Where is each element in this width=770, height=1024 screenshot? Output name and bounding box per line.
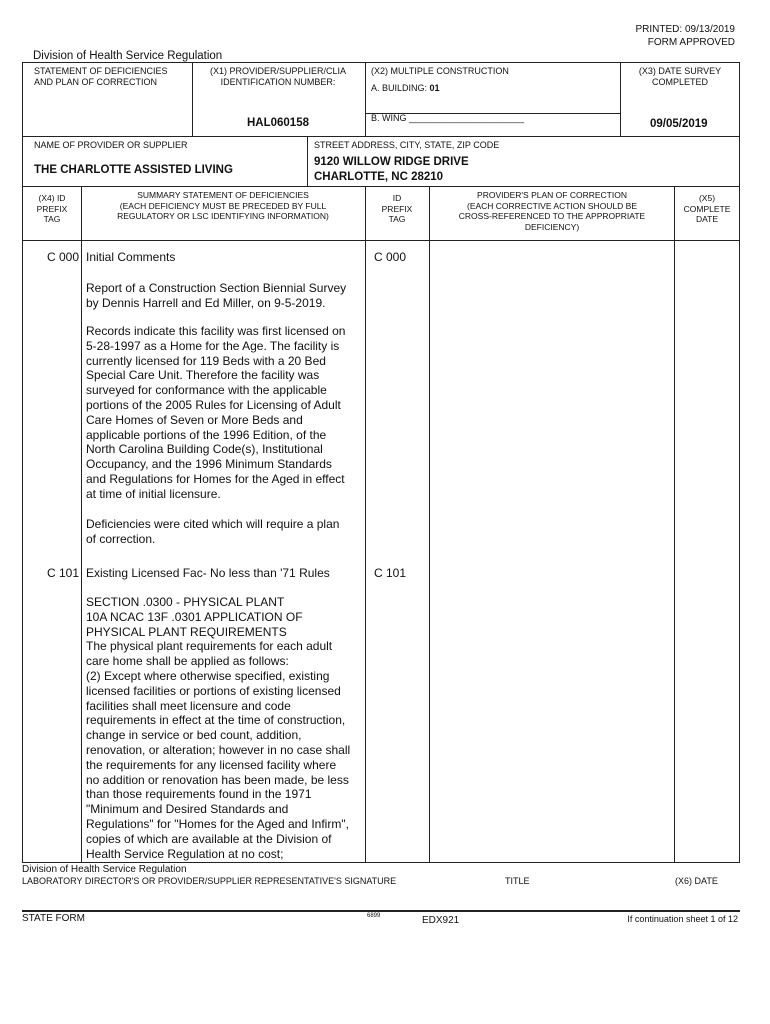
tag-c101: C 101 bbox=[46, 566, 79, 580]
provider-id: HAL060158 bbox=[246, 117, 309, 129]
address-label: STREET ADDRESS, CITY, STATE, ZIP CODE bbox=[314, 140, 500, 150]
building-label: A. BUILDING: bbox=[371, 83, 428, 93]
x1-label: (X1) PROVIDER/SUPPLIER/CLIA IDENTIFICATION NUMBER: bbox=[209, 66, 347, 87]
address-line2: CHARLOTTE, NC 28210 bbox=[314, 171, 444, 183]
footer-agency: Division of Health Service Regulation bbox=[22, 864, 187, 875]
tag-c000: C 000 bbox=[46, 250, 79, 264]
x6-date-label: (X6) DATE bbox=[675, 876, 718, 886]
agency-name: Division of Health Service Regulation bbox=[33, 50, 223, 62]
col-x5-header: (X5) COMPLETE DATE bbox=[683, 193, 731, 224]
c101-paragraph-1: SECTION .0300 - PHYSICAL PLANT 10A NCAC 13F .0301 APPLICATION OF PHYSICAL PLANT REQUIREMENTS The physical plant requirements for each adult care home shall be applied as follows: (2) Except where otherwise specified, existing licensed facilities or portions of existing licensed facilities shall meet licensure and code requirements in effect at the time of construction, change in service or bed count, addition, renovation, or alteration; however in no case shall the requirements for any licensed facility where no addition or renovation has been made, be less than those requirements found in the 1971 "Minimum and Desired Standards and Regulations" for "Homes for the Aged and Infirm", copies of which are available at the Division of Health Service Regulation at no cost; bbox=[86, 595, 351, 861]
c000-title: Initial Comments bbox=[86, 250, 176, 264]
tag-c101-plan: C 101 bbox=[374, 566, 407, 580]
continuation-label: If continuation sheet 1 of 12 bbox=[627, 914, 738, 924]
provider-name: THE CHARLOTTE ASSISTED LIVING bbox=[34, 164, 233, 176]
tag-c000-plan: C 000 bbox=[374, 250, 407, 264]
provider-name-label: NAME OF PROVIDER OR SUPPLIER bbox=[34, 140, 188, 150]
state-form-label: STATE FORM bbox=[22, 913, 85, 924]
col-summary-header: SUMMARY STATEMENT OF DEFICIENCIES (EACH DEFICIENCY MUST BE PRECEDED BY FULL REGULATORY OR LSC IDENTIFYING INFORMATION) bbox=[117, 190, 329, 221]
form-code: 6899 bbox=[367, 913, 381, 919]
building-field bbox=[371, 83, 440, 94]
statement-label: STATEMENT OF DEFICIENCIES AND PLAN OF CORRECTION bbox=[34, 66, 168, 87]
c000-paragraph-2: Records indicate this facility was first licensed on 5-28-1997 as a Home for the Age. The facility is currently licensed for 119 Beds with a 20 Bed Special Care Unit. Therefore the facility was surveyed for conformance with the applicable portions of the 2005 Rules for Licensing of Adult Care Homes of Seven or More Beds and applicable portions of the 1996 Edition, of the North Carolina Building Code(s), Institutional Occupancy, and the 1996 Minimum Standards and Regulations for Homes for the Aged in effect at time of initial licensure. bbox=[86, 324, 346, 501]
col-id-header: ID PREFIX TAG bbox=[381, 193, 413, 224]
address-line1: 9120 WILLOW RIDGE DRIVE bbox=[314, 156, 469, 168]
form-status: FORM APPROVED bbox=[647, 37, 735, 48]
building-value: 01 bbox=[429, 83, 440, 93]
c000-paragraph-1: Report of a Construction Section Biennial Survey by Dennis Harrell and Ed Miller, on 9-5-2019. bbox=[86, 281, 347, 310]
c000-paragraph-3: Deficiencies were cited which will require a plan of correction. bbox=[86, 517, 340, 546]
event-id: EDX921 bbox=[422, 915, 460, 926]
c101-title: Existing Licensed Fac- No less than '71 Rules bbox=[86, 566, 330, 580]
survey-date: 09/05/2019 bbox=[650, 118, 708, 130]
col-plan-header: PROVIDER'S PLAN OF CORRECTION (EACH CORRECTIVE ACTION SHOULD BE CROSS-REFERENCED TO THE APPROPRIATE DEFICIENCY) bbox=[458, 190, 646, 232]
printed-date: PRINTED: 09/13/2019 bbox=[635, 24, 735, 35]
wing-label: B. WING _______________________ bbox=[371, 113, 525, 123]
signature-label: LABORATORY DIRECTOR'S OR PROVIDER/SUPPLIER REPRESENTATIVE'S SIGNATURE bbox=[22, 876, 397, 886]
title-label: TITLE bbox=[505, 876, 530, 886]
x3-label: (X3) DATE SURVEY COMPLETED bbox=[638, 66, 722, 87]
col-x4-header: (X4) ID PREFIX TAG bbox=[36, 193, 68, 224]
x2-label: (X2) MULTIPLE CONSTRUCTION bbox=[371, 66, 509, 76]
